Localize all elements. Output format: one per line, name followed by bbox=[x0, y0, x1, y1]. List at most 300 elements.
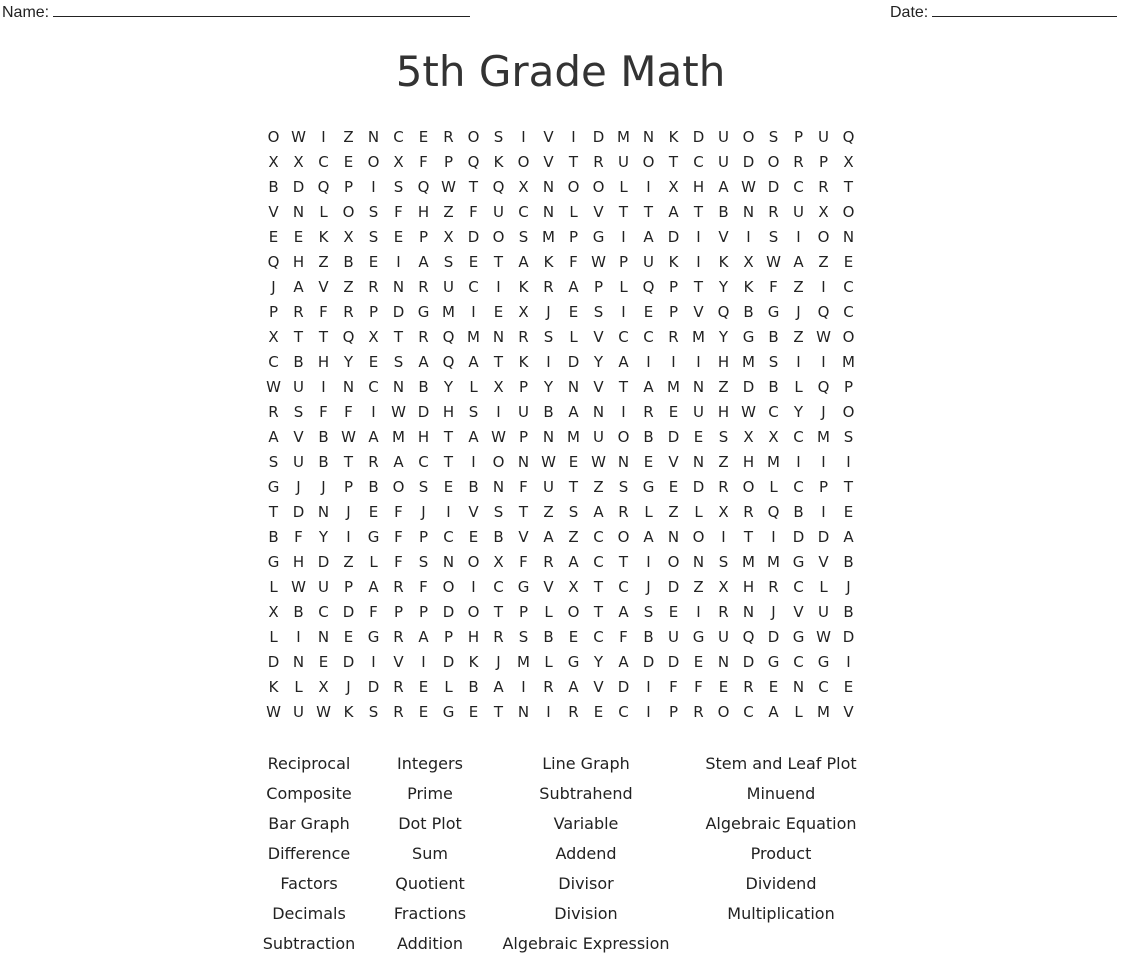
grid-letter: H bbox=[717, 402, 730, 421]
grid-letter: X bbox=[268, 152, 279, 171]
grid-letter: T bbox=[293, 327, 304, 346]
grid-letter: W bbox=[816, 327, 831, 346]
grid-letter: J bbox=[346, 677, 351, 696]
grid-letter: E bbox=[718, 677, 729, 696]
grid-letter: P bbox=[268, 302, 279, 321]
grid-letter: Z bbox=[543, 502, 554, 521]
grid-letter: W bbox=[341, 427, 356, 446]
grid-letter: I bbox=[371, 177, 376, 196]
grid-letter: O bbox=[667, 552, 680, 571]
grid-letter: V bbox=[593, 677, 604, 696]
word-item: Difference bbox=[267, 844, 351, 863]
grid-letter: O bbox=[267, 127, 280, 146]
grid-letter: J bbox=[321, 477, 326, 496]
date-field bbox=[890, 2, 1117, 22]
grid-letter: T bbox=[493, 252, 504, 271]
grid-letter: J bbox=[496, 652, 501, 671]
grid-letter: G bbox=[367, 527, 380, 546]
grid-letter: O bbox=[617, 427, 630, 446]
grid-letter: N bbox=[317, 502, 330, 521]
grid-letter: X bbox=[718, 502, 729, 521]
grid-letter: C bbox=[793, 577, 804, 596]
grid-letter: U bbox=[318, 577, 329, 596]
grid-letter: A bbox=[643, 527, 654, 546]
grid-letter: F bbox=[294, 527, 303, 546]
grid-letter: N bbox=[367, 127, 380, 146]
grid-letter: D bbox=[817, 527, 830, 546]
grid-letter: R bbox=[418, 327, 429, 346]
grid-letter: C bbox=[593, 552, 604, 571]
grid-letter: P bbox=[518, 377, 529, 396]
grid-letter: U bbox=[618, 152, 629, 171]
grid-letter: X bbox=[718, 577, 729, 596]
grid-letter: E bbox=[268, 227, 279, 246]
grid-letter: R bbox=[718, 477, 729, 496]
grid-letter: V bbox=[793, 602, 804, 621]
grid-letter: Q bbox=[817, 302, 830, 321]
grid-letter: V bbox=[818, 552, 829, 571]
grid-letter: P bbox=[343, 577, 354, 596]
grid-letter: S bbox=[293, 402, 304, 421]
grid-letter: T bbox=[618, 552, 629, 571]
grid-letter: Z bbox=[343, 127, 354, 146]
grid-letter: E bbox=[668, 602, 679, 621]
grid-letter: L bbox=[619, 177, 628, 196]
grid-letter: E bbox=[493, 302, 504, 321]
grid-letter: B bbox=[343, 252, 354, 271]
grid-letter: Y bbox=[443, 377, 454, 396]
grid-letter: W bbox=[441, 177, 456, 196]
grid-letter: G bbox=[367, 627, 380, 646]
grid-letter: B bbox=[643, 627, 654, 646]
grid-letter: T bbox=[518, 502, 529, 521]
grid-letter: D bbox=[767, 627, 780, 646]
grid-letter: R bbox=[718, 602, 729, 621]
grid-letter: J bbox=[771, 602, 776, 621]
grid-letter: D bbox=[667, 227, 680, 246]
grid-letter: C bbox=[493, 577, 504, 596]
grid-letter: D bbox=[667, 652, 680, 671]
grid-letter: Z bbox=[668, 502, 679, 521]
grid-letter: M bbox=[767, 452, 780, 471]
grid-letter: S bbox=[718, 552, 729, 571]
grid-letter: R bbox=[568, 702, 579, 721]
grid-letter: I bbox=[696, 252, 701, 271]
grid-letter: E bbox=[568, 302, 579, 321]
grid-letter: I bbox=[396, 252, 401, 271]
grid-letter: V bbox=[718, 227, 729, 246]
grid-letter: X bbox=[843, 152, 854, 171]
grid-letter: D bbox=[442, 602, 455, 621]
grid-letter: I bbox=[496, 277, 501, 296]
grid-letter: G bbox=[817, 652, 830, 671]
grid-letter: D bbox=[667, 427, 680, 446]
grid-letter: I bbox=[646, 677, 651, 696]
grid-letter: S bbox=[568, 502, 579, 521]
grid-letter: F bbox=[519, 477, 528, 496]
grid-letter: H bbox=[292, 552, 305, 571]
grid-letter: I bbox=[846, 452, 851, 471]
grid-letter: C bbox=[468, 277, 479, 296]
grid-letter: D bbox=[617, 677, 630, 696]
grid-letter: N bbox=[517, 452, 530, 471]
grid-letter: V bbox=[668, 452, 679, 471]
grid-letter: B bbox=[643, 427, 654, 446]
grid-letter: P bbox=[668, 302, 679, 321]
grid-letter: E bbox=[643, 302, 654, 321]
grid-letter: H bbox=[417, 427, 430, 446]
word-item: Stem and Leaf Plot bbox=[705, 754, 857, 773]
grid-letter: N bbox=[292, 652, 305, 671]
grid-letter: L bbox=[544, 602, 553, 621]
grid-letter: F bbox=[519, 552, 528, 571]
grid-letter: P bbox=[818, 152, 829, 171]
grid-letter: E bbox=[368, 502, 379, 521]
grid-letter: H bbox=[317, 352, 330, 371]
grid-letter: Y bbox=[718, 327, 729, 346]
grid-letter: C bbox=[793, 427, 804, 446]
grid-letter: F bbox=[419, 152, 428, 171]
grid-letter: G bbox=[267, 477, 280, 496]
grid-letter: M bbox=[692, 327, 705, 346]
grid-letter: J bbox=[796, 302, 801, 321]
grid-letter: J bbox=[546, 302, 551, 321]
grid-letter: I bbox=[696, 227, 701, 246]
grid-letter: F bbox=[319, 402, 328, 421]
grid-letter: S bbox=[493, 502, 504, 521]
grid-letter: T bbox=[693, 277, 704, 296]
grid-letter: G bbox=[742, 327, 755, 346]
grid-letter: A bbox=[293, 277, 304, 296]
grid-letter: K bbox=[668, 127, 679, 146]
grid-letter: P bbox=[843, 377, 854, 396]
grid-letter: F bbox=[569, 252, 578, 271]
grid-letter: H bbox=[467, 627, 480, 646]
page-title: 5th Grade Math bbox=[395, 47, 726, 96]
grid-letter: A bbox=[718, 177, 729, 196]
grid-letter: D bbox=[417, 402, 430, 421]
grid-letter: E bbox=[443, 477, 454, 496]
grid-letter: L bbox=[769, 477, 778, 496]
grid-letter: B bbox=[368, 477, 379, 496]
grid-letter: V bbox=[293, 427, 304, 446]
grid-letter: A bbox=[393, 452, 404, 471]
grid-letter: K bbox=[543, 252, 554, 271]
grid-letter: Y bbox=[543, 377, 554, 396]
grid-letter: I bbox=[821, 352, 826, 371]
grid-letter: U bbox=[818, 602, 829, 621]
grid-letter: R bbox=[768, 202, 779, 221]
name-field bbox=[2, 2, 470, 22]
grid-letter: T bbox=[443, 452, 454, 471]
grid-letter: T bbox=[593, 602, 604, 621]
grid-letter: D bbox=[742, 377, 755, 396]
grid-letter: T bbox=[568, 477, 579, 496]
grid-letter: I bbox=[571, 127, 576, 146]
grid-letter: R bbox=[393, 702, 404, 721]
grid-letter: Z bbox=[718, 377, 729, 396]
grid-letter: M bbox=[817, 702, 830, 721]
grid-letter: L bbox=[794, 377, 803, 396]
word-item: Reciprocal bbox=[267, 754, 351, 773]
grid-letter: F bbox=[394, 502, 403, 521]
grid-letter: T bbox=[618, 202, 629, 221]
grid-letter: R bbox=[668, 327, 679, 346]
grid-letter: J bbox=[646, 577, 651, 596]
grid-letter: V bbox=[543, 152, 554, 171]
grid-letter: A bbox=[618, 602, 629, 621]
grid-letter: A bbox=[418, 252, 429, 271]
grid-letter: C bbox=[418, 452, 429, 471]
grid-letter: C bbox=[793, 477, 804, 496]
grid-letter: T bbox=[668, 152, 679, 171]
grid-letter: N bbox=[542, 202, 555, 221]
grid-letter: D bbox=[642, 652, 655, 671]
grid-letter: N bbox=[717, 652, 730, 671]
grid-letter: S bbox=[768, 227, 779, 246]
grid-letter: Q bbox=[442, 327, 455, 346]
grid-letter: Z bbox=[343, 552, 354, 571]
grid-letter: D bbox=[367, 677, 380, 696]
grid-letter: B bbox=[468, 677, 479, 696]
grid-letter: S bbox=[368, 202, 379, 221]
grid-letter: W bbox=[266, 377, 281, 396]
grid-letter: G bbox=[592, 227, 605, 246]
grid-letter: T bbox=[343, 452, 354, 471]
grid-letter: C bbox=[843, 277, 854, 296]
grid-letter: Z bbox=[593, 477, 604, 496]
grid-letter: I bbox=[471, 577, 476, 596]
grid-letter: T bbox=[493, 602, 504, 621]
grid-letter: I bbox=[771, 527, 776, 546]
grid-letter: B bbox=[543, 402, 554, 421]
word-item: Multiplication bbox=[727, 904, 835, 923]
grid-letter: D bbox=[267, 652, 280, 671]
grid-letter: S bbox=[493, 127, 504, 146]
grid-letter: T bbox=[268, 502, 279, 521]
grid-letter: O bbox=[342, 202, 355, 221]
grid-letter: A bbox=[593, 502, 604, 521]
grid-letter: W bbox=[591, 252, 606, 271]
grid-letter: I bbox=[846, 652, 851, 671]
grid-letter: N bbox=[617, 452, 630, 471]
grid-letter: R bbox=[743, 502, 754, 521]
grid-letter: B bbox=[268, 527, 279, 546]
grid-letter: I bbox=[446, 502, 451, 521]
grid-letter: V bbox=[318, 277, 329, 296]
grid-letter: Q bbox=[417, 177, 430, 196]
grid-letter: S bbox=[418, 552, 429, 571]
grid-letter: T bbox=[318, 327, 329, 346]
grid-letter: W bbox=[816, 627, 831, 646]
grid-letter: A bbox=[368, 577, 379, 596]
grid-letter: X bbox=[743, 427, 754, 446]
grid-letter: S bbox=[768, 127, 779, 146]
grid-letter: D bbox=[742, 652, 755, 671]
grid-letter: U bbox=[518, 402, 529, 421]
grid-letter: I bbox=[621, 227, 626, 246]
grid-letter: T bbox=[493, 352, 504, 371]
grid-letter: Y bbox=[593, 652, 604, 671]
grid-letter: Q bbox=[642, 277, 655, 296]
grid-letter: X bbox=[443, 227, 454, 246]
grid-letter: X bbox=[818, 202, 829, 221]
grid-letter: E bbox=[468, 702, 479, 721]
grid-letter: C bbox=[768, 402, 779, 421]
word-item: Subtrahend bbox=[539, 784, 633, 803]
grid-letter: E bbox=[418, 702, 429, 721]
grid-letter: D bbox=[742, 152, 755, 171]
grid-letter: G bbox=[567, 652, 580, 671]
grid-letter: B bbox=[768, 327, 779, 346]
grid-letter: W bbox=[491, 427, 506, 446]
grid-letter: O bbox=[367, 152, 380, 171]
grid-letter: E bbox=[343, 627, 354, 646]
grid-letter: R bbox=[293, 302, 304, 321]
grid-letter: P bbox=[793, 127, 804, 146]
grid-letter: V bbox=[393, 652, 404, 671]
grid-letter: I bbox=[346, 527, 351, 546]
grid-letter: E bbox=[368, 252, 379, 271]
grid-letter: M bbox=[442, 302, 455, 321]
grid-letter: I bbox=[646, 552, 651, 571]
grid-letter: I bbox=[471, 302, 476, 321]
grid-letter: C bbox=[268, 352, 279, 371]
word-item: Bar Graph bbox=[268, 814, 350, 833]
grid-letter: Z bbox=[343, 277, 354, 296]
grid-letter: W bbox=[291, 577, 306, 596]
word-item: Sum bbox=[412, 844, 448, 863]
grid-letter: C bbox=[843, 302, 854, 321]
word-item: Divisor bbox=[558, 874, 614, 893]
grid-letter: J bbox=[821, 402, 826, 421]
grid-letter: D bbox=[392, 302, 405, 321]
grid-letter: G bbox=[642, 477, 655, 496]
grid-letter: N bbox=[642, 127, 655, 146]
grid-letter: H bbox=[417, 202, 430, 221]
grid-letter: K bbox=[743, 277, 754, 296]
grid-letter: E bbox=[693, 652, 704, 671]
grid-letter: I bbox=[421, 652, 426, 671]
grid-letter: E bbox=[468, 252, 479, 271]
word-item: Integers bbox=[397, 754, 463, 773]
grid-letter: K bbox=[718, 252, 729, 271]
grid-letter: A bbox=[518, 252, 529, 271]
grid-letter: I bbox=[521, 677, 526, 696]
grid-letter: A bbox=[468, 352, 479, 371]
grid-letter: Q bbox=[842, 127, 855, 146]
grid-letter: G bbox=[792, 627, 805, 646]
grid-letter: U bbox=[293, 377, 304, 396]
grid-letter: M bbox=[467, 327, 480, 346]
grid-letter: R bbox=[393, 677, 404, 696]
grid-letter: V bbox=[543, 127, 554, 146]
grid-letter: F bbox=[319, 302, 328, 321]
grid-letter: V bbox=[843, 702, 854, 721]
grid-letter: U bbox=[818, 127, 829, 146]
grid-letter: T bbox=[443, 427, 454, 446]
grid-letter: L bbox=[469, 377, 478, 396]
grid-letter: I bbox=[546, 702, 551, 721]
grid-letter: U bbox=[643, 252, 654, 271]
grid-letter: V bbox=[593, 377, 604, 396]
grid-letter: O bbox=[717, 702, 730, 721]
grid-letter: U bbox=[443, 277, 454, 296]
grid-letter: U bbox=[493, 202, 504, 221]
grid-letter: E bbox=[393, 227, 404, 246]
grid-letter: I bbox=[646, 702, 651, 721]
grid-letter: G bbox=[767, 302, 780, 321]
grid-letter: Q bbox=[492, 177, 505, 196]
grid-letter: I bbox=[821, 452, 826, 471]
grid-letter: D bbox=[342, 602, 355, 621]
grid-letter: C bbox=[593, 627, 604, 646]
grid-letter: P bbox=[818, 477, 829, 496]
grid-letter: P bbox=[618, 252, 629, 271]
grid-letter: W bbox=[741, 177, 756, 196]
grid-letter: O bbox=[392, 477, 405, 496]
grid-letter: V bbox=[518, 527, 529, 546]
grid-letter: S bbox=[843, 427, 854, 446]
grid-letter: R bbox=[543, 677, 554, 696]
grid-letter: H bbox=[292, 252, 305, 271]
grid-letter: I bbox=[821, 277, 826, 296]
grid-letter: A bbox=[843, 527, 854, 546]
grid-letter: O bbox=[492, 227, 505, 246]
grid-letter: S bbox=[393, 177, 404, 196]
grid-letter: C bbox=[693, 152, 704, 171]
grid-letter: N bbox=[292, 202, 305, 221]
grid-letter: P bbox=[518, 602, 529, 621]
grid-letter: U bbox=[543, 477, 554, 496]
grid-letter: R bbox=[343, 302, 354, 321]
word-item: Quotient bbox=[395, 874, 465, 893]
grid-letter: P bbox=[393, 602, 404, 621]
grid-letter: C bbox=[793, 177, 804, 196]
word-item: Addition bbox=[396, 934, 464, 953]
grid-letter: V bbox=[593, 327, 604, 346]
word-item: Dot Plot bbox=[398, 814, 462, 833]
grid-letter: G bbox=[792, 552, 805, 571]
grid-letter: W bbox=[391, 402, 406, 421]
grid-letter: Z bbox=[568, 527, 579, 546]
grid-letter: T bbox=[468, 177, 479, 196]
grid-letter: C bbox=[393, 127, 404, 146]
grid-letter: I bbox=[646, 177, 651, 196]
grid-letter: A bbox=[268, 427, 279, 446]
grid-letter: F bbox=[394, 202, 403, 221]
grid-letter: H bbox=[742, 577, 755, 596]
grid-letter: G bbox=[442, 702, 455, 721]
grid-letter: R bbox=[593, 152, 604, 171]
grid-letter: F bbox=[619, 627, 628, 646]
grid-letter: R bbox=[443, 127, 454, 146]
grid-letter: I bbox=[696, 602, 701, 621]
grid-letter: G bbox=[517, 577, 530, 596]
grid-letter: A bbox=[643, 377, 654, 396]
grid-letter: X bbox=[393, 152, 404, 171]
grid-letter: X bbox=[768, 427, 779, 446]
grid-letter: V bbox=[468, 502, 479, 521]
grid-letter: S bbox=[768, 352, 779, 371]
grid-letter: K bbox=[318, 227, 329, 246]
grid-letter: K bbox=[518, 277, 529, 296]
grid-letter: O bbox=[817, 227, 830, 246]
grid-letter: O bbox=[592, 177, 605, 196]
grid-letter: B bbox=[843, 552, 854, 571]
grid-letter: P bbox=[368, 302, 379, 321]
grid-letter: R bbox=[493, 627, 504, 646]
